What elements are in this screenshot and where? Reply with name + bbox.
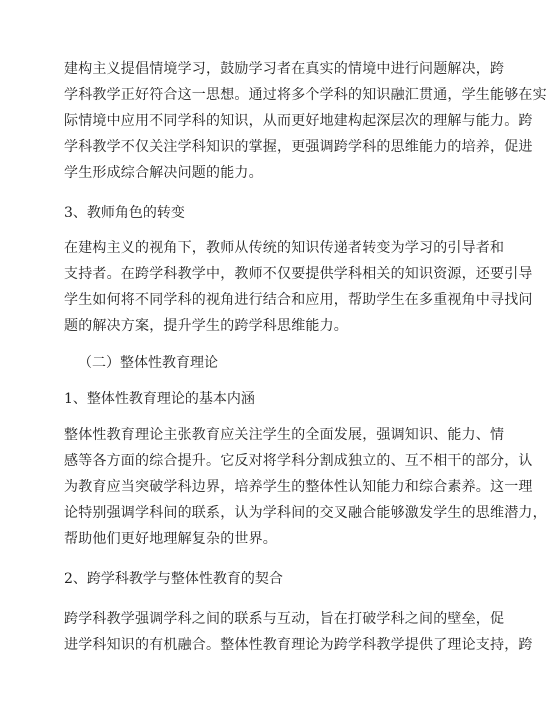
subsection-heading-basic-connotation: 1、整体性教育理论的基本内涵 [64, 391, 255, 407]
paragraph-line: 学生形成综合解决问题的能力。 [64, 165, 263, 181]
section-heading-teacher-role: 3、教师角色的转变 [64, 205, 185, 221]
paragraph-teacher-role [64, 235, 533, 339]
paragraph-line: 学科教学正好符合这一思想。通过将多个学科的知识融汇贯通，学生能够在实 [64, 87, 547, 103]
paragraph-line: 进学科知识的有机融合。整体性教育理论为跨学科教学提供了理论支持，跨 [64, 637, 533, 653]
paragraph-line: 跨学科教学强调学科之间的联系与互动，旨在打破学科之间的壁垒，促 [64, 611, 505, 627]
paragraph-line: 论特别强调学科间的联系，认为学科间的交叉融合能够激发学生的思维潜力， [64, 505, 547, 521]
paragraph-constructivism-situated-learning [64, 56, 547, 186]
paragraph-line: 学生如何将不同学科的视角进行结合和应用，帮助学生在多重视角中寻找问 [64, 292, 533, 308]
paragraph-line: 题的解决方案，提升学生的跨学科思维能力。 [64, 318, 348, 334]
paragraph-line: 帮助他们更好地理解复杂的世界。 [64, 531, 277, 547]
paragraph-interdisciplinary-fit [64, 606, 533, 658]
paragraph-line: 整体性教育理论主张教育应关注学生的全面发展，强调知识、能力、情 [64, 427, 505, 443]
paragraph-holistic-connotation [64, 422, 547, 552]
section-heading-holistic-education: （二）整体性教育理论 [78, 355, 218, 371]
paragraph-line: 支持者。在跨学科教学中，教师不仅要提供学科相关的知识资源，还要引导 [64, 266, 533, 282]
paragraph-line: 在建构主义的视角下，教师从传统的知识传递者转变为学习的引导者和 [64, 240, 505, 256]
paragraph-line: 际情境中应用不同学科的知识，从而更好地建构起深层次的理解与能力。跨 [64, 113, 533, 129]
paragraph-line: 为教育应当突破学科边界，培养学生的整体性认知能力和综合素养。这一理 [64, 479, 533, 495]
paragraph-line: 感等各方面的综合提升。它反对将学科分割成独立的、互不相干的部分，认 [64, 453, 533, 469]
paragraph-line: 建构主义提倡情境学习，鼓励学习者在真实的情境中进行问题解决，跨 [64, 61, 505, 77]
subsection-heading-interdisciplinary-fit: 2、跨学科教学与整体性教育的契合 [64, 571, 283, 587]
paragraph-line: 学科教学不仅关注学科知识的掌握，更强调跨学科的思维能力的培养，促进 [64, 139, 533, 155]
